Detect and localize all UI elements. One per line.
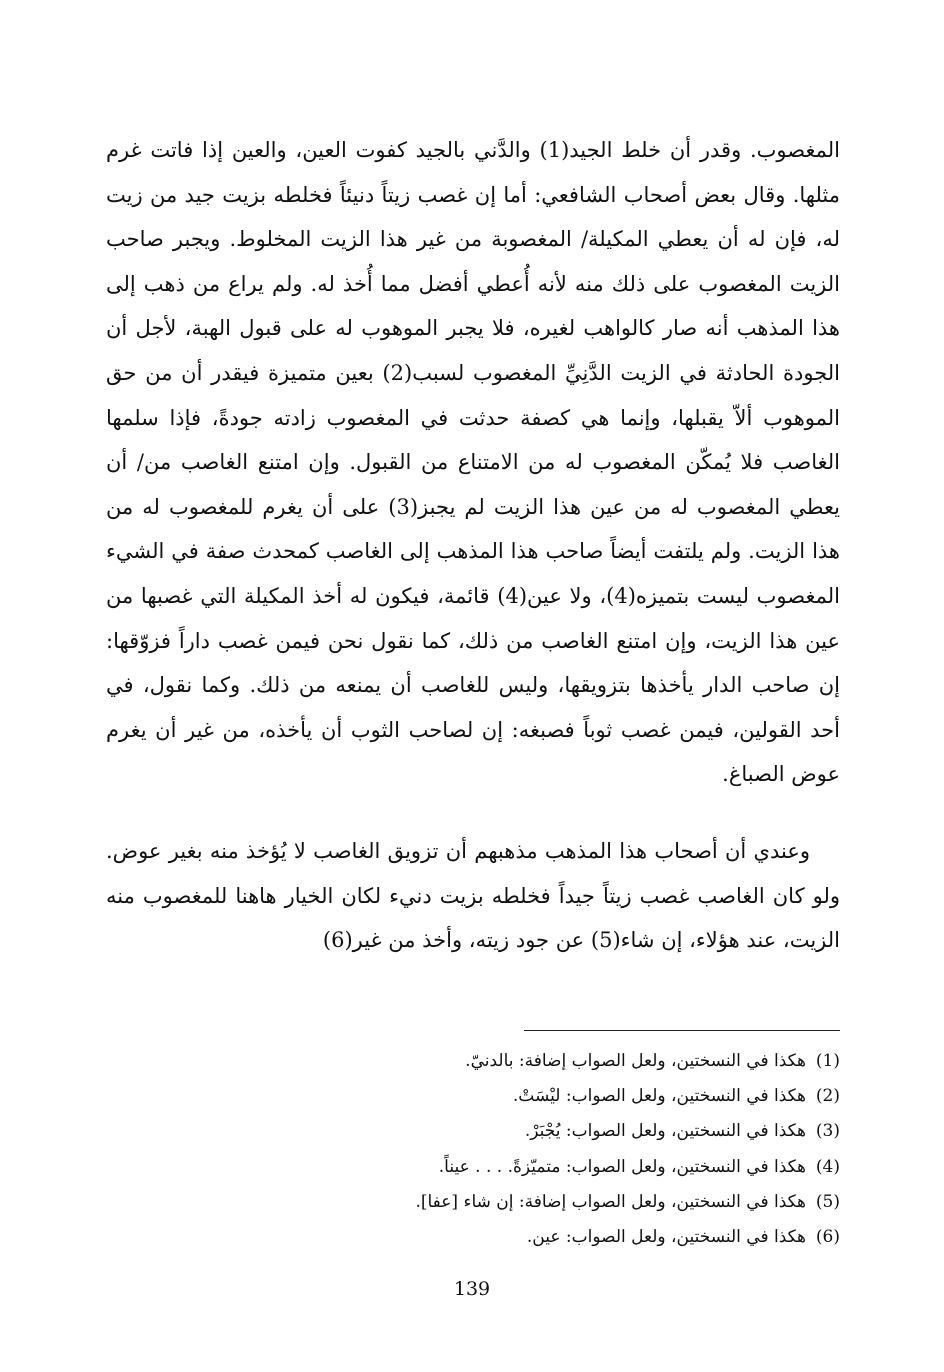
- footnote-number: (1): [815, 1051, 840, 1071]
- paragraph: وعندي أن أصحاب هذا المذهب مذهبهم أن تزويق الغاصب لا يُؤخذ منه بغير عوض. ولو كان الغاصب غصب زيتاً جيداً فخلطه بزيت دنيء لكان الخيار هاهنا للمغصوب منه الزيت، عند هؤلاء، إن شاء(5) عن جود زيته، وأخذ من غير(6): [106, 838, 840, 953]
- footnote-text: هكذا في النسختين، ولعل الصواب: ليْسَتْ.: [512, 1086, 806, 1107]
- footnotes-list: [106, 1044, 840, 1255]
- footnote-text: هكذا في النسختين، ولعل الصواب: عين.: [526, 1227, 806, 1248]
- footnote: [106, 1185, 840, 1220]
- footnote-text: هكذا في النسختين، ولعل الصواب إضافة: بالدنيّ.: [465, 1051, 806, 1071]
- main-text: [106, 128, 840, 963]
- footnote-number: (4): [815, 1156, 840, 1177]
- footnote: [106, 1044, 840, 1079]
- footnote-number: (3): [815, 1121, 840, 1142]
- footnote-text: هكذا في النسختين، ولعل الصواب: متميّزةً. . . . عيناً.: [438, 1156, 806, 1177]
- footnote-text: هكذا في النسختين، ولعل الصواب: يُجْبَرْ.: [524, 1121, 806, 1142]
- footnote-text: هكذا في النسختين، ولعل الصواب إضافة: إن شاء [عفا].: [415, 1191, 806, 1212]
- footnote-number: (5): [815, 1191, 840, 1212]
- footnote: [106, 1079, 840, 1114]
- footnote-number: (2): [815, 1086, 840, 1107]
- footnote-separator: [524, 1030, 840, 1031]
- footnote: [106, 1220, 840, 1255]
- footnote: [106, 1150, 840, 1185]
- footnote-number: (6): [815, 1227, 840, 1248]
- page-number: 139: [453, 1278, 491, 1300]
- footnote: [106, 1114, 840, 1149]
- paragraph: المغصوب. وقدر أن خلط الجيد(1) والدَّني بالجيد كفوت العين، والعين إذا فاتت غرم مثلها. وقال بعض أصحاب الشافعي: أما إن غصب زيتاً دنيئاً فخلطه بزيت جيد من زيت له، فإن له أن يعطي المكيلة/ المغصوبة من غير هذا الزيت المخلوط. ويجبر صاحب الزيت المغصوب على ذلك منه لأنه أُعطي أفضل مما أُخذ له. ولم يراع من ذهب إلى هذا المذهب أنه صار كالواهب لغيره، فلا يجبر الموهوب له على قبول الهبة، لأجل أن الجودة الحادثة في الزيت الدَّنِيِّ المغصوب لسبب(2) بعين متميزة فيقدر أن من حق الموهوب ألاّ يقبلها، وإنما هي كصفة حدثت في المغصوب زادته جودةً، فإذا سلمها الغاصب فلا يُمكّن المغصوب له من الامتناع من القبول. وإن امتنع الغاصب من/ أن يعطي المغصوب له من عين هذا الزيت لم يجبز(3) على أن يغرم للمغصوب له من هذا الزيت. ولم يلتفت أيضاً صاحب هذا المذهب إلى الغاصب كمحدث صفة في الشيء المغصوب ليست بتميزه(4)، ولا عين(4) قائمة، فيكون له أخذ المكيلة التي غصبها من عين هذا الزيت، وإن امتنع الغاصب من ذلك، كما نقول نحن فيمن غصب داراً فزوّقها: إن صاحب الدار يأخذها بتزويقها، وليس للغاصب أن يمنعه من ذلك. وكما نقول، في أحد القولين، فيمن غصب ثوباً فصبغه: إن لصاحب الثوب أن يأخذه، من غير أن يغرم عوض الصباغ.: [106, 138, 841, 787]
